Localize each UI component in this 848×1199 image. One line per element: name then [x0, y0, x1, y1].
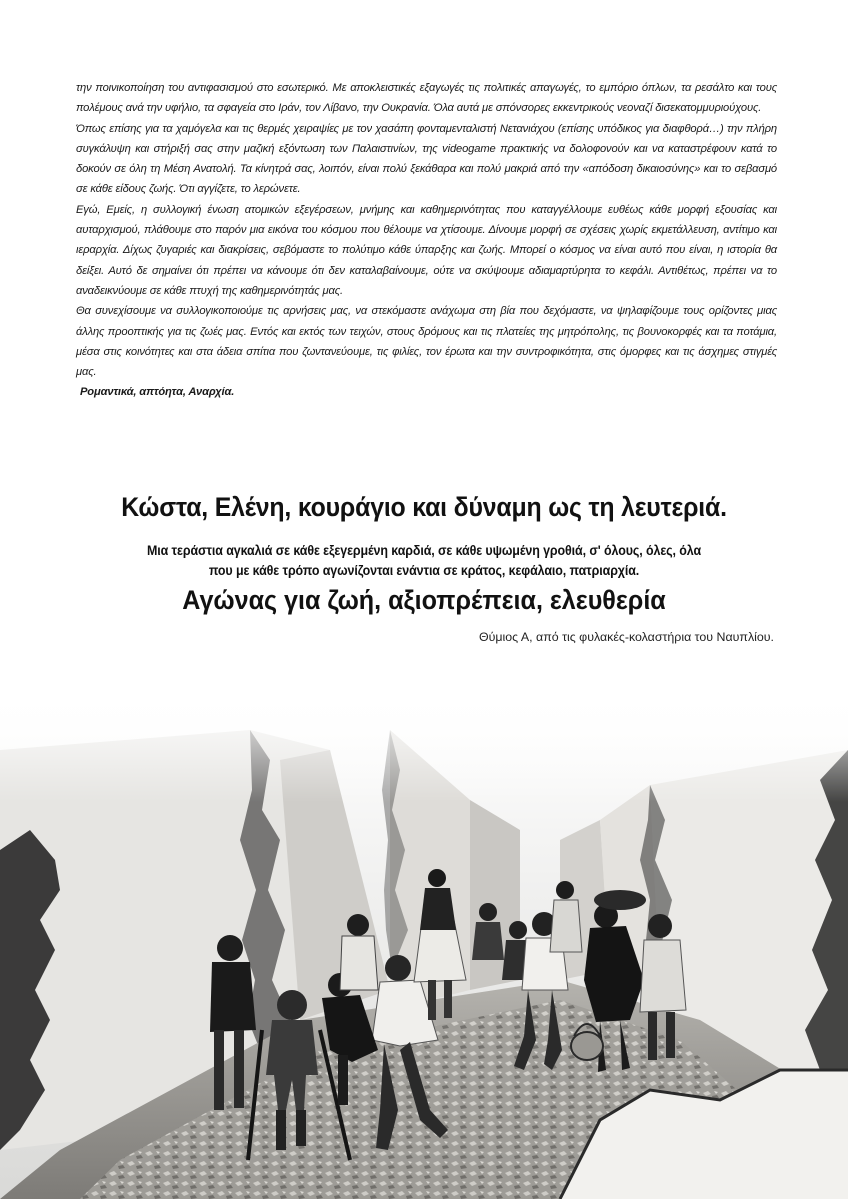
- closing-subtext-line: που με κάθε τρόπο αγωνίζονται ενάντια σε κράτος, κεφάλαιο, πατριαρχία.: [208, 563, 640, 578]
- closing-slogan: Αγώνας για ζωή, αξιοπρέπεια, ελευθερία: [182, 585, 666, 615]
- photo: [0, 690, 848, 1199]
- closing-subtext-line: Μια τεράστια αγκαλιά σε κάθε εξεγερμένη καρδιά, σε κάθε υψωμένη γροθιά, σ' όλους, όλες, όλα: [146, 543, 702, 558]
- photo-illustration: [0, 690, 848, 1199]
- signoff: Ρομαντικά, απτόητα, Αναρχία.: [80, 386, 235, 399]
- signature: Θύμιος Α, από τις φυλακές-κολαστήρια του Ναυπλίου.: [478, 630, 774, 644]
- closing-headline: Κώστα, Ελένη, κουράγιο και δύναμη ως τη λευτεριά.: [121, 492, 727, 522]
- closing-subtext: [30, 541, 819, 581]
- article-body: [76, 78, 777, 403]
- paragraph: Όπως επίσης για τα χαμόγελα και τις θερμές χειραψίες με τον χασάπη φονταμενταλιστή Νετανιάχου (επίσης υπόδικος για διαφθορά…) την πλήρη συγκάλυψη και στήριξή σας στην μαζική εξόντωση των Παλαιστινίων, της videogame πρακτικής να δολοφονούν και να καταστρέφουν κατά το δοκούν σε όλη τη Μέση Ανατολή. Τα κίνητρά σας, λοιπόν, είναι πολύ ξεκάθαρα και πολύ μακριά από την «απόδοση δικαιοσύνης» και το σεβασμό σε κάθε είδους ζωής. Ότι αγγίζετε, το λερώνετε.: [76, 122, 777, 196]
- paragraph: Εγώ, Εμείς, η συλλογική ένωση ατομικών εξεγέρσεων, μνήμης και καθημερινότητας που καταγγέλλουμε ευθέως κάθε μορφή εξουσίας και αυταρχισμού, πλάθουμε στο παρόν μια εικόνα του κόσμου που θέλουμε να χτίσουμε. Δίνουμε μορφή σε σχέσεις χωρίς εκμετάλλευση, αντίτιμο και ιεραρχία. Δίχως ζυγαριές και διακρίσεις, σεβόμαστε το πολύτιμο κάθε ύπαρξης και ζωής. Μπορεί ο κόσμος να είναι αυτό που είναι, η ιστορία θα δείξει. Αυτό δε σημαίνει ότι πρέπει να κάνουμε ότι δεν καταλαβαίνουμε, ούτε να σκύψουμε αδιαμαρτύρητα το κεφάλι. Αντιθέτως, πρέπει να το αναδεικνύουμε σε κάθε πτυχή της καθημερινότητάς μας.: [76, 203, 777, 297]
- paragraph: Θα συνεχίσουμε να συλλογικοποιούμε τις αρνήσεις μας, να στεκόμαστε ανάχωμα στη βία που δεχόμαστε, να ψηλαφίζουμε τους ορίζοντες μιας άλλης προοπτικής για τις ζωές μας. Εντός και εκτός των τειχών, στους δρόμους και τις πλατείες της μητρόπολης, τις βουνοκορφές και τα ποτάμια, μέσα στις κοινότητες και στα άδεια σπίτια που ζωντανεύουμε, τις φιλίες, τον έρωτα και την συντροφικότητα, στις όμορφες και τις άσχημες στιγμές μας.: [76, 305, 777, 379]
- paragraph: την ποινικοποίηση του αντιφασισμού στο εσωτερικό. Με αποκλειστικές εξαγωγές τις πολιτικές απαγωγές, το εμπόριο όπλων, τα ρεσάλτο και τους πολέμους ανά την υφήλιο, τα σφαγεία στο Ιράν, τον Λίβανο, την Ουκρανία. Όλα αυτά με σπόνσορες εκκεντρικούς νεοναζί δισεκατομμυριούχους.: [76, 82, 777, 115]
